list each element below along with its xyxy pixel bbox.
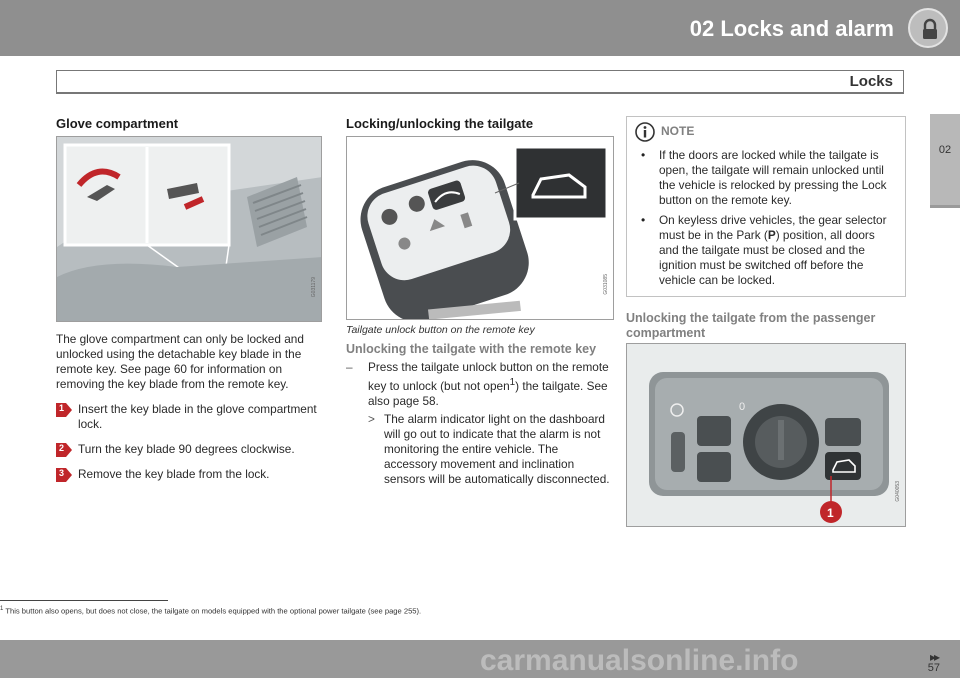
chapter-side-tab (930, 114, 960, 208)
glove-compartment-body: The glove compartment can only be locked and unlocked using the detachable key blade in the remote key. See page 60 for information on removing the key blade from the remote key. (56, 332, 304, 391)
dash-bullet: – (346, 360, 353, 374)
figure-code: G040053 (895, 481, 901, 502)
chapter-title: 02 Locks and alarm (689, 16, 894, 41)
figure-code: G031085 (603, 274, 609, 295)
step-text: Turn the key blade 90 degrees clockwise. (78, 442, 295, 456)
callout-number: 1 (827, 506, 834, 520)
next-page-arrows-icon: ▸▸ (929, 650, 938, 664)
result-bullet: > (368, 411, 375, 426)
footnote-text: This button also opens, but does not close, the tailgate on models equipped with the optional power tailgate (see page 255). (5, 606, 422, 616)
glove-compartment-drawing (57, 137, 322, 322)
step-number-icon (56, 468, 72, 482)
note-column (626, 116, 906, 527)
step-1 (56, 402, 322, 432)
note-item (637, 213, 895, 288)
side-tab-label: 02 (938, 144, 952, 156)
park-position: P (767, 228, 776, 242)
result-text: The alarm indicator light on the dashboard will go out to indicate that the alarm is not monitoring the entire vehicle. The accessory movement and inclination sensors will be automatically disconnected. (384, 411, 610, 486)
footnote-ref: 1 (509, 377, 516, 388)
lock-icon (908, 8, 948, 48)
step-number: 1 (59, 403, 65, 413)
note-text-c: ) position, all doors and the tailgate must be closed and the ignition must be switched off before the vehicle can be locked. (659, 228, 875, 287)
glove-compartment-heading: Glove compartment (56, 116, 179, 131)
note-text-a: On keyless drive vehicles, the gear selector must be in the Park ( (659, 213, 887, 242)
light-switch-panel-drawing (627, 344, 906, 527)
info-icon (635, 122, 655, 142)
remote-key-subheading: Unlocking the tailgate with the remote key (346, 342, 597, 356)
step-text: Insert the key blade in the glove compartment lock. (78, 402, 317, 431)
instruction-text-a: Press the tailgate unlock button on the remote key to unlock (but not open (368, 360, 609, 393)
note-text: If the doors are locked while the tailgate is open, the tailgate will remain unlocked until the vehicle is relocked by pressing the Lock button on the remote key. (659, 148, 887, 207)
figure-code: G031179 (311, 276, 317, 297)
footnote (0, 606, 421, 616)
instruction-text (368, 360, 614, 409)
step-number-icon (56, 443, 72, 457)
section-title: Locks (849, 73, 893, 90)
glove-compartment-column (56, 112, 322, 482)
note-item (637, 148, 895, 208)
note-bullet: • (641, 148, 646, 162)
instruction-text-b: ) the tailgate. See also page 58. (368, 378, 608, 408)
step-text: Remove the key blade from the lock. (78, 467, 270, 481)
step-number: 3 (59, 468, 65, 478)
light-switch-panel-illustration (626, 343, 906, 527)
remote-key-drawing (347, 137, 614, 320)
note-bullet: • (641, 213, 646, 227)
glove-compartment-illustration (56, 136, 322, 322)
figure-caption: Tailgate unlock button on the remote key (346, 324, 535, 336)
note-label: NOTE (661, 124, 695, 138)
remote-key-illustration (346, 136, 614, 320)
tailgate-column (346, 112, 614, 487)
off-marker: 0 (739, 401, 746, 413)
page-number: 57 (927, 662, 940, 674)
instruction-item (346, 360, 614, 409)
passenger-compartment-subheading: Unlocking the tailgate from the passenger compartment (626, 311, 876, 340)
tailgate-heading: Locking/unlocking the tailgate (346, 116, 534, 131)
step-2 (56, 442, 322, 457)
watermark: carmanualsonline.info (480, 644, 799, 677)
footnote-rule (0, 600, 168, 601)
footnote-number: 1 (0, 606, 4, 612)
note-text (659, 213, 895, 288)
note-box (626, 116, 906, 297)
result-item (368, 412, 614, 487)
step-number: 2 (59, 443, 65, 453)
section-bar (56, 70, 904, 94)
step-number-icon (56, 403, 72, 417)
step-3 (56, 467, 322, 482)
